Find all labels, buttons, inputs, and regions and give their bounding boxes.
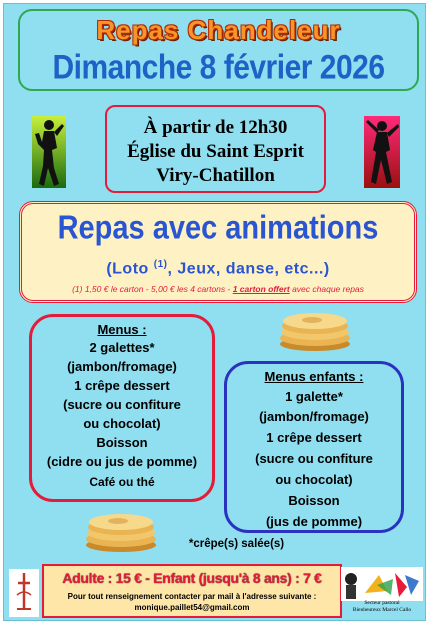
note-text: (1) 1,50 € le carton - 5,00 € les 4 cartons -	[72, 284, 233, 294]
note-highlight: 1 carton offert	[232, 284, 290, 294]
event-title: Repas Chandeleur	[96, 15, 341, 45]
location-box	[105, 105, 326, 193]
church-name: Église du Saint Esprit	[127, 141, 304, 162]
parish-logo-icon	[9, 569, 39, 617]
sector-caption	[337, 600, 426, 614]
footer-box	[42, 564, 342, 618]
kids-menu-heading-text: Menus enfants :	[264, 369, 364, 384]
adult-menu-item: 2 galettes*	[89, 340, 155, 355]
adult-menu-item: (sucre ou confiture	[63, 397, 181, 412]
sector-caption-line1: Secteur pastoral	[364, 600, 400, 606]
kids-menu-item: (jus de pomme)	[265, 514, 363, 529]
kids-menu-item: (jambon/fromage)	[259, 409, 369, 424]
loto-price-note	[22, 284, 414, 294]
crepe-stack-icon	[278, 308, 352, 352]
kids-menu-item: 1 crêpe dessert	[266, 430, 362, 445]
adult-menu-item: (jambon/fromage)	[67, 359, 177, 374]
sector-caption-line2: Bienheureux Marcel Callo	[352, 607, 412, 613]
subtitle-text-end: , Jeux, danse, etc...)	[167, 260, 330, 278]
kids-menu-item: (sucre ou confiture	[255, 451, 373, 466]
price-line: Adulte : 15 € - Enfant (jusqu'à 8 ans) : 7 €	[62, 570, 322, 586]
note-text-end: avec chaque repas	[289, 284, 364, 294]
title-box	[18, 9, 419, 91]
adult-menu-item: (cidre ou jus de pomme)	[46, 454, 198, 469]
poster	[3, 3, 426, 621]
sector-logo-icon	[341, 567, 423, 601]
adult-menu-item: Café ou thé	[89, 475, 155, 489]
crepe-stack-icon	[81, 509, 161, 553]
kids-menu-heading	[227, 369, 401, 385]
kids-menu-item: ou chocolat)	[275, 472, 353, 487]
animations-subtitle	[22, 259, 414, 278]
start-time: À partir de 12h30	[143, 117, 288, 138]
adult-menu-item: 1 crêpe dessert	[74, 378, 170, 393]
kids-menu-item: Boisson	[288, 493, 340, 508]
kids-menu-item: 1 galette*	[285, 389, 343, 404]
adult-menu-heading	[32, 322, 212, 338]
adult-menu-heading-text: Menus :	[97, 322, 147, 337]
event-date: Dimanche 8 février 2026	[52, 48, 385, 87]
kids-menu-box	[224, 361, 404, 533]
contact-text: Pour tout renseignement contacter par mail à l'adresse suivante :	[67, 592, 317, 601]
city-name: Viry-Chatillon	[156, 165, 275, 186]
contact-email: monique.paillet54@gmail.com	[134, 603, 250, 612]
subtitle-text: (Loto	[106, 260, 149, 278]
dancer-right-icon	[364, 116, 400, 188]
footnote-marker: (1)	[153, 259, 168, 270]
adult-menu-item: ou chocolat)	[83, 416, 161, 431]
dancer-left-icon	[32, 116, 66, 188]
animations-box	[19, 201, 417, 303]
savory-crepe-note: *crêpe(s) salée(s)	[188, 538, 285, 550]
animations-title: Repas avec animations	[57, 209, 379, 247]
adult-menu-box	[29, 314, 215, 502]
adult-menu-item: Boisson	[96, 435, 148, 450]
